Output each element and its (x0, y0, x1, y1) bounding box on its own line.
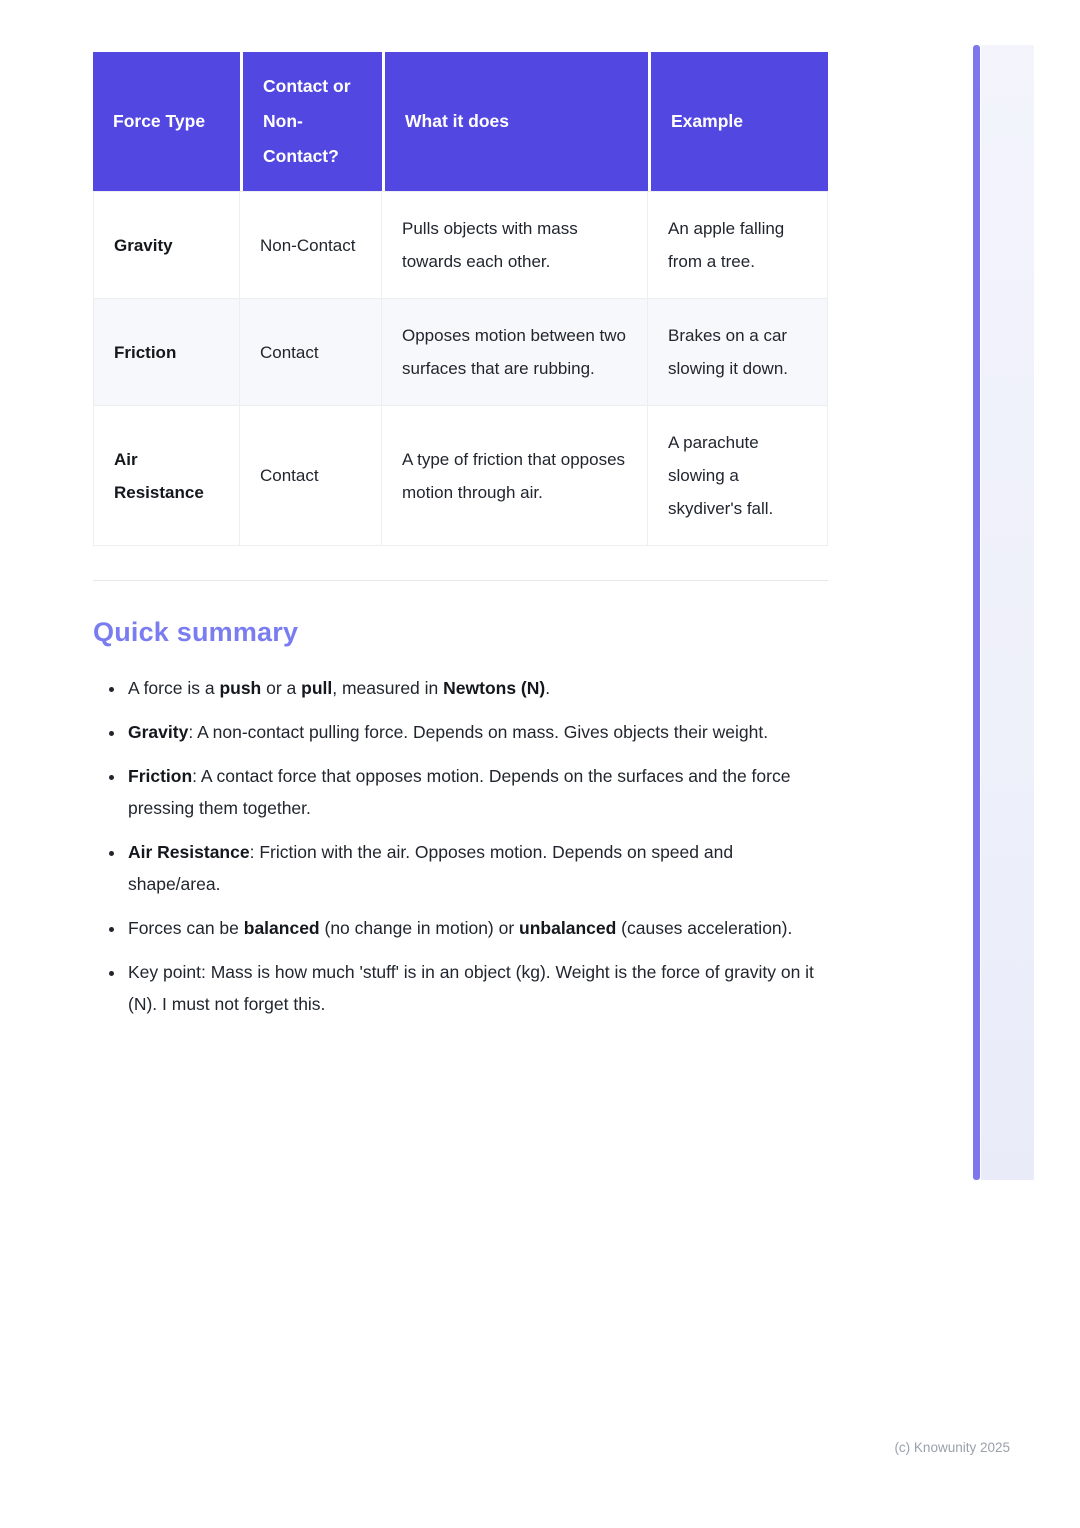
bullet-bold-text: push (219, 678, 262, 698)
table-cell: A parachute slowing a skydiver's fall. (648, 406, 828, 546)
bullet-text: : Friction with the air. Opposes motion. Depends on speed and shape/area. (128, 842, 734, 894)
summary-list (93, 672, 828, 1020)
bullet-bold-text: Friction (128, 766, 193, 786)
table-cell: Brakes on a car slowing it down. (648, 299, 828, 406)
side-panel (981, 45, 1034, 1180)
table-cell: Friction (93, 299, 240, 406)
forces-table-body (93, 191, 828, 546)
table-row (93, 299, 828, 406)
bullet-text: Key point: Mass is how much 'stuff' is in an object (kg). Weight is the force of gravity on it (N). I must not forget this. (128, 962, 814, 1014)
bullet-text: (causes acceleration). (616, 918, 793, 938)
bullet-text: Forces can be (128, 918, 244, 938)
column-header: What it does (382, 52, 648, 191)
forces-table (93, 52, 828, 546)
bullet-text: or a (261, 678, 302, 698)
quick-summary-heading: Quick summary (93, 617, 299, 647)
bullet-bold-text: Gravity (128, 722, 189, 742)
notes-page-content (93, 52, 828, 1032)
table-cell: Air Resistance (93, 406, 240, 546)
column-header: Force Type (93, 52, 240, 191)
bullet-text: A force is a (128, 678, 220, 698)
forces-table-header (93, 52, 828, 191)
column-header: Example (648, 52, 828, 191)
bullet-text: : A contact force that opposes motion. Depends on the surfaces and the force pressing them together. (128, 766, 791, 818)
table-cell: A type of friction that opposes motion through air. (382, 406, 648, 546)
table-cell: Opposes motion between two surfaces that are rubbing. (382, 299, 648, 406)
scrollbar-thumb[interactable] (973, 45, 980, 1180)
bullet-text: , measured in (332, 678, 444, 698)
section-divider (93, 580, 828, 581)
summary-bullet (126, 760, 828, 824)
summary-bullet (126, 716, 828, 748)
table-cell: Gravity (93, 191, 240, 299)
table-cell: Non-Contact (240, 191, 382, 299)
summary-bullet (126, 836, 828, 900)
bullet-bold-text: pull (301, 678, 333, 698)
table-cell: An apple falling from a tree. (648, 191, 828, 299)
bullet-text: (no change in motion) or (319, 918, 520, 938)
bullet-bold-text: Air Resistance (128, 842, 250, 862)
summary-bullet (126, 912, 828, 944)
table-header-row (93, 52, 828, 191)
column-header: Contact or Non-Contact? (240, 52, 382, 191)
copyright-text: (c) Knowunity 2025 (894, 1440, 1010, 1455)
bullet-bold-text: unbalanced (519, 918, 617, 938)
bullet-text: . (545, 678, 551, 698)
summary-bullet (126, 672, 828, 704)
table-cell: Pulls objects with mass towards each other. (382, 191, 648, 299)
table-row (93, 191, 828, 299)
bullet-text: : A non-contact pulling force. Depends on mass. Gives objects their weight. (188, 722, 769, 742)
bullet-bold-text: Newtons (N) (443, 678, 546, 698)
table-cell: Contact (240, 406, 382, 546)
summary-bullet (126, 956, 828, 1020)
table-cell: Contact (240, 299, 382, 406)
table-row (93, 406, 828, 546)
bullet-bold-text: balanced (243, 918, 320, 938)
